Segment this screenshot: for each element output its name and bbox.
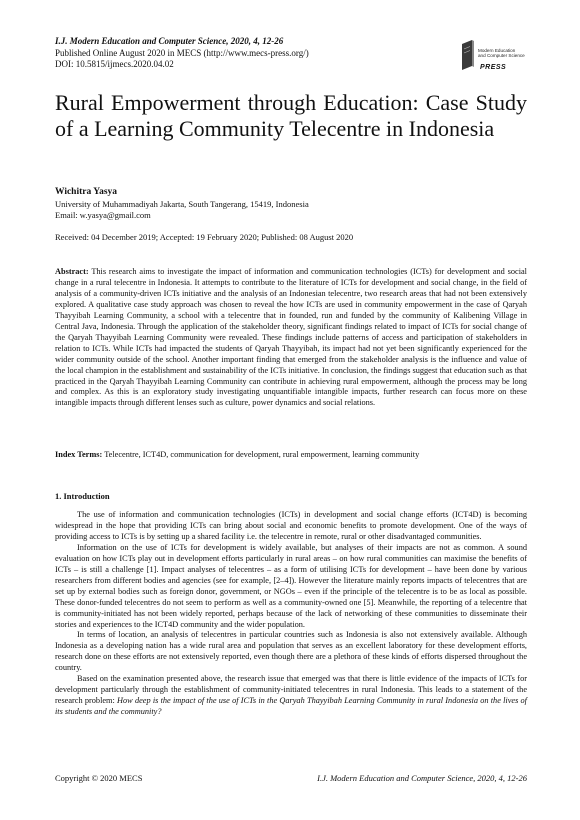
logo-press: PRESS	[480, 64, 507, 71]
section-heading: 1. Introduction	[55, 491, 110, 501]
index-terms-text: Telecentre, ICT4D, communication for development, rural empowerment, learning community	[102, 450, 420, 459]
doi: DOI: 10.5815/ijmecs.2020.04.02	[55, 59, 174, 69]
research-question: How deep is the impact of the use of ICTs in the Qaryah Thayyibah Learning Community in rural Indonesia on the lives of its students and the community?	[55, 696, 527, 717]
abstract	[55, 267, 527, 409]
introduction-body	[55, 510, 527, 718]
paragraph	[55, 674, 527, 718]
published-online: Published Online August 2020 in MECS (http://www.mecs-press.org/)	[55, 47, 309, 58]
abstract-label: Abstract:	[55, 267, 89, 276]
footer-copyright: Copyright © 2020 MECS	[55, 773, 143, 783]
affiliation: University of Muhammadiyah Jakarta, South Tangerang, 15419, Indonesia	[55, 199, 309, 209]
index-terms	[55, 449, 527, 460]
index-terms-label: Index Terms:	[55, 450, 103, 459]
journal-header	[55, 36, 435, 71]
author-name: Wichitra Yasya	[55, 187, 118, 197]
paragraph: Information on the use of ICTs for development is widely available, but analyses of their impacts are not as common. A sound evaluation on how ICTs play out in development efforts particularly in rural areas – on how rural communities can maximise the benefits of ICTs – is still a challenge [1]. Impact analyses of telecentres – as a form of utilising ICTs for development – have been done by various researchers from different bodies and agencies (see for example, [2–4]). However the literature mainly reports impacts of telecentres that are set up by external bodies such as foreign donor, government, or NGOs – even if the principle of the telecentre is to be as local as possible. These donor-funded telecentres do not seem to perform as well as a community-owned one [5]. Meanwhile, the reporting of a telecentre that is community-initiated has not been widely reported, perhaps because of the lack of networking of these communities to disseminate their stories and experiences to the ICT4D community and the wider population.	[55, 542, 527, 629]
paragraph: In terms of location, an analysis of telecentres in particular countries such as Indonesia is also not extensively available. Although Indonesia as a developing nation has a wide rural area and population that serves as an excellent laboratory for these development efforts, research done on these efforts are not extensively reported, even though there are a plethora of these kinds of efforts dispersed throughout the country.	[55, 630, 527, 673]
journal-citation: I.J. Modern Education and Computer Science, 2020, 4, 12-26	[55, 36, 284, 46]
book-icon	[462, 40, 474, 70]
logo-line-1: Modern Education	[478, 48, 516, 53]
paragraph-text: Based on the examination presented above, the research issue that emerged was that there is little evidence of the impacts of ICTs for development particularly through the establishment of community-initiated telecentres in rural Indonesia. This leads to a statement of the research problem:	[55, 674, 527, 706]
abstract-text: This research aims to investigate the impact of information and communication technologies (ICTs) for development and social change in a rural telecentre in Indonesia. It attempts to contribute to the literature of ICTs for development and social change, in the field of analysis of a community-driven ICTs initiative and the analysis of an Indonesian telecentre, two research areas that had not been extensively explored. A qualitative case study approach was chosen to reveal the how ICTs are used in community empowerment in the case of Qaryah Thayyibah Learning Community, a school with a telecentre that in founded, run and funded by the community of Kalibening Village in Central Java, Indonesia. Through the application of the stakeholder theory, significant findings related to impact of ICTs for social change of the Qaryah Thayyibah Learning Community were revealed. These findings include patterns of access and participation of stakeholders in relation to ICTs. While ICTs had impacted the students of Qaryah Thayyibah, its impact had not yet been significantly experienced for the wider community outside of the school. Another important finding that emerged from the stakeholder analysis is the influence and value of the local champion in the establishment and sustainability of the ICTs initiative. In conclusion, the findings suggest that education such as that practiced in the Qaryah Thayyibah Learning Community can contribute in achieving rural empowerment, although the process may be long and complex. As this is an exploratory study investigating unquantifiable intangible impacts, further research can focus more on these intangible impacts through different lenses such as culture, power dynamics and social relations.	[55, 267, 528, 408]
paragraph: The use of information and communication technologies (ICTs) in development and social change efforts (ICT4D) is becoming widespread in the hope that providing ICTs can bring about social and economic benefits to promote development. One of the ways of providing access to ICTs is by setting up a shared facility i.e. the telecentre in remote, rural or other disadvantaged communities.	[55, 510, 527, 541]
logo-line-2: and Computer Science	[478, 53, 525, 58]
logo-text	[478, 48, 532, 58]
footer-journal: I.J. Modern Education and Computer Science, 2020, 4, 12-26	[317, 773, 527, 783]
author-affiliation-block	[55, 199, 309, 221]
author-email: Email: w.yasya@gmail.com	[55, 210, 151, 220]
publication-dates: Received: 04 December 2019; Accepted: 19 February 2020; Published: 08 August 2020	[55, 232, 354, 242]
mecs-press-logo	[462, 34, 532, 74]
paper-title: Rural Empowerment through Education: Case Study of a Learning Community Telecentre in Indonesia	[55, 90, 527, 141]
